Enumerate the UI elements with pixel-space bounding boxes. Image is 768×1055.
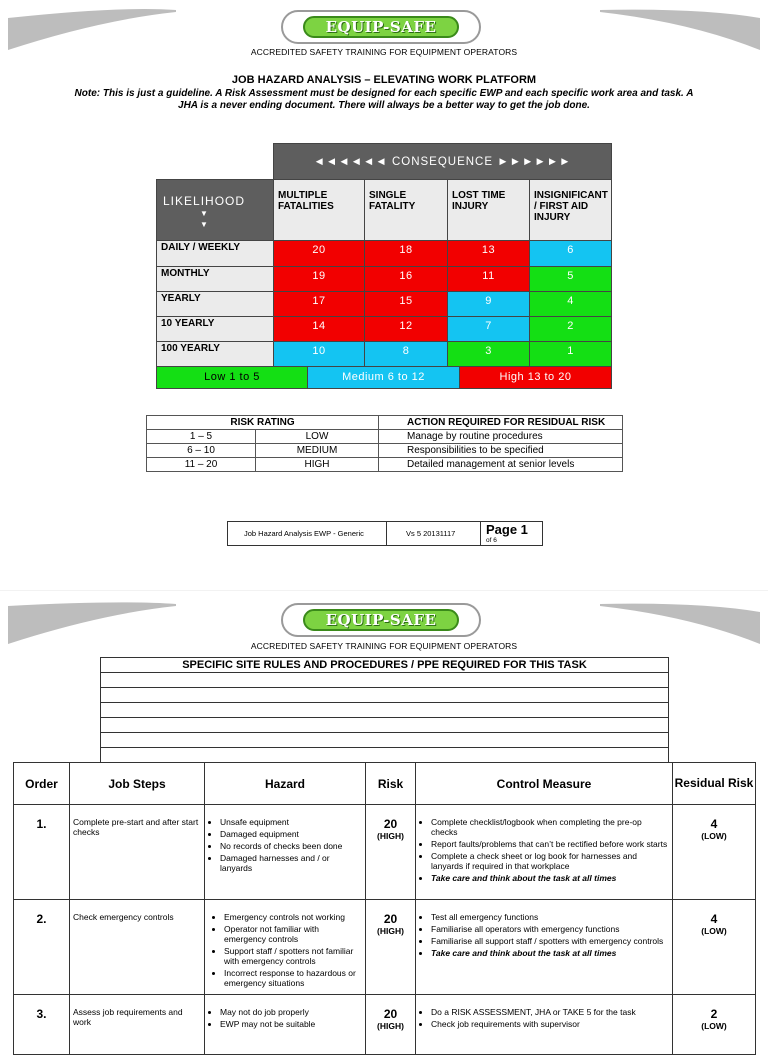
control-item: • Complete checklist/logbook when completing the pre-op checks (431, 817, 669, 837)
row-residual-risk (673, 900, 756, 995)
footer-page (480, 521, 543, 546)
rating-level: MEDIUM (256, 444, 379, 458)
row-controls (416, 900, 673, 995)
risk-value-cell: 15 (364, 291, 448, 317)
residual-score: 4 (710, 912, 718, 926)
row-hazards (205, 995, 366, 1055)
control-item: • Familiarise all operators with emergency functions (431, 924, 669, 934)
hazard-item: • Operator not familiar with emergency controls (224, 924, 362, 944)
risk-score: 20 (383, 817, 398, 831)
risk-score: 20 (383, 912, 398, 926)
hazard-item: • Incorrect response to hazardous or emergency situations (224, 968, 362, 988)
page-separator (0, 590, 768, 591)
risk-level: (HIGH) (377, 831, 404, 841)
site-rules-table (100, 657, 669, 763)
likelihood-row-label: 100 YEARLY (156, 341, 274, 367)
consequence-header: ◄◄◄◄◄◄ CONSEQUENCE ►►►►►► (273, 143, 612, 180)
row-job-step: Assess job requirements and work (70, 995, 205, 1055)
row-risk (366, 995, 416, 1055)
down-arrow-icon: ▼ (200, 209, 209, 218)
consequence-single-fatality: SINGLE FATALITY (364, 179, 448, 241)
tagline: ACCREDITED SAFETY TRAINING FOR EQUIPMENT OPERATORS (250, 47, 518, 57)
row-order: 2. (14, 900, 70, 995)
risk-value-cell: 3 (447, 341, 530, 367)
risk-value-cell: 1 (529, 341, 612, 367)
risk-value-cell: 4 (529, 291, 612, 317)
control-item: • Do a RISK ASSESSMENT, JHA or TAKE 5 for the task (431, 1007, 669, 1017)
control-item: • Test all emergency functions (431, 912, 669, 922)
residual-level: (LOW) (701, 831, 727, 841)
logo-text: EQUIP-SAFE (303, 16, 459, 38)
action-required-header: ACTION REQUIRED FOR RESIDUAL RISK (379, 416, 623, 430)
page-title: JOB HAZARD ANALYSIS – ELEVATING WORK PLATFORM (231, 74, 537, 86)
row-order: 3. (14, 995, 70, 1055)
jha-table (13, 762, 756, 1055)
tagline: ACCREDITED SAFETY TRAINING FOR EQUIPMENT OPERATORS (250, 641, 518, 651)
risk-value-cell: 2 (529, 316, 612, 342)
consequence-lost-time-injury: LOST TIME INJURY (447, 179, 530, 241)
residual-level: (LOW) (701, 1021, 727, 1031)
control-emphasis: • Take care and think about the task at all times (431, 948, 669, 958)
legend-high: High 13 to 20 (459, 366, 612, 389)
footer-page-number: Page 1 (486, 522, 528, 537)
risk-value-cell: 19 (273, 266, 365, 292)
logo (281, 603, 481, 637)
risk-value-cell: 11 (447, 266, 530, 292)
risk-value-cell: 13 (447, 240, 530, 267)
hazard-item: • EWP may not be suitable (220, 1019, 362, 1029)
col-order: Order (14, 763, 70, 805)
row-risk (366, 805, 416, 900)
hazard-item: • No records of checks been done (220, 841, 362, 851)
col-control-measure: Control Measure (416, 763, 673, 805)
logo (281, 10, 481, 44)
likelihood-row-label: DAILY / WEEKLY (156, 240, 274, 267)
legend-low: Low 1 to 5 (156, 366, 308, 389)
footer-version: Vs 5 20131117 (386, 521, 481, 546)
hazard-item: • May not do job properly (220, 1007, 362, 1017)
hazard-item: • Damaged harnesses and / or lanyards (220, 853, 362, 873)
row-residual-risk (673, 995, 756, 1055)
col-residual-risk: Residual Risk (673, 763, 756, 805)
row-controls (416, 995, 673, 1055)
risk-value-cell: 18 (364, 240, 448, 267)
rating-level: HIGH (256, 458, 379, 472)
hazard-item: • Support staff / spotters not familiar with emergency controls (224, 946, 362, 966)
hazard-item: • Emergency controls not working (224, 912, 362, 922)
risk-value-cell: 10 (273, 341, 365, 367)
row-order: 1. (14, 805, 70, 900)
site-rules-entry[interactable] (101, 673, 669, 688)
site-rules-entry[interactable] (101, 748, 669, 763)
risk-value-cell: 12 (364, 316, 448, 342)
risk-rating-header: RISK RATING (147, 416, 379, 430)
legend-medium: Medium 6 to 12 (307, 366, 460, 389)
risk-value-cell: 17 (273, 291, 365, 317)
rating-action: Responsibilities to be specified (379, 444, 623, 458)
row-residual-risk (673, 805, 756, 900)
footer-doc-name: Job Hazard Analysis EWP - Generic (227, 521, 387, 546)
control-item: • Report faults/problems that can’t be rectified before work starts (431, 839, 669, 849)
risk-value-cell: 8 (364, 341, 448, 367)
rating-action: Manage by routine procedures (379, 430, 623, 444)
control-item: • Check job requirements with supervisor (431, 1019, 669, 1029)
rating-range: 11 – 20 (147, 458, 256, 472)
col-job-steps: Job Steps (70, 763, 205, 805)
likelihood-row-label: MONTHLY (156, 266, 274, 292)
site-rules-entry[interactable] (101, 718, 669, 733)
down-arrow-icon: ▼ (200, 220, 209, 229)
control-item: • Familiarise all support staff / spotters with emergency controls (431, 936, 669, 946)
rating-range: 6 – 10 (147, 444, 256, 458)
row-hazards (205, 900, 366, 995)
row-controls (416, 805, 673, 900)
hazard-item: • Damaged equipment (220, 829, 362, 839)
risk-level: (HIGH) (377, 926, 404, 936)
residual-score: 4 (710, 817, 718, 831)
hazard-item: • Unsafe equipment (220, 817, 362, 827)
residual-score: 2 (710, 1007, 718, 1021)
table-row (14, 805, 756, 900)
risk-value-cell: 16 (364, 266, 448, 292)
table-row (14, 995, 756, 1055)
col-hazard: Hazard (205, 763, 366, 805)
likelihood-header (156, 179, 274, 241)
site-rules-entry[interactable] (101, 733, 669, 748)
site-rules-entry[interactable] (101, 703, 669, 718)
row-job-step: Check emergency controls (70, 900, 205, 995)
row-job-step: Complete pre-start and after start checks (70, 805, 205, 900)
control-emphasis: • Take care and think about the task at all times (431, 873, 669, 883)
risk-level: (HIGH) (377, 1021, 404, 1031)
consequence-multiple-fatalities: MULTIPLE FATALITIES (273, 179, 365, 241)
consequence-first-aid-injury: INSIGNIFICANT / FIRST AID INJURY (529, 179, 612, 241)
risk-value-cell: 6 (529, 240, 612, 267)
row-hazards (205, 805, 366, 900)
rating-action: Detailed management at senior levels (379, 458, 623, 472)
col-risk: Risk (366, 763, 416, 805)
site-rules-header: SPECIFIC SITE RULES AND PROCEDURES / PPE REQUIRED FOR THIS TASK (101, 658, 669, 673)
likelihood-row-label: 10 YEARLY (156, 316, 274, 342)
residual-level: (LOW) (701, 926, 727, 936)
logo-text: EQUIP-SAFE (303, 609, 459, 631)
risk-score: 20 (383, 1007, 398, 1021)
risk-value-cell: 9 (447, 291, 530, 317)
risk-value-cell: 14 (273, 316, 365, 342)
risk-value-cell: 7 (447, 316, 530, 342)
risk-value-cell: 20 (273, 240, 365, 267)
table-row (14, 900, 756, 995)
row-risk (366, 900, 416, 995)
rating-range: 1 – 5 (147, 430, 256, 444)
rating-level: LOW (256, 430, 379, 444)
site-rules-entry[interactable] (101, 688, 669, 703)
guideline-note: Note: This is just a guideline. A Risk Assessment must be designed for each specific EWP and each specific work area and task. A JHA is a never ending document. There will always be a better way to get the job done. (74, 88, 694, 111)
control-item: • Complete a check sheet or log book for harnesses and lanyards if required in that workplace (431, 851, 669, 871)
likelihood-label: LIKELIHOOD (163, 194, 246, 208)
risk-rating-table (146, 415, 623, 472)
likelihood-row-label: YEARLY (156, 291, 274, 317)
risk-value-cell: 5 (529, 266, 612, 292)
footer-page-of: of 6 (486, 537, 497, 544)
